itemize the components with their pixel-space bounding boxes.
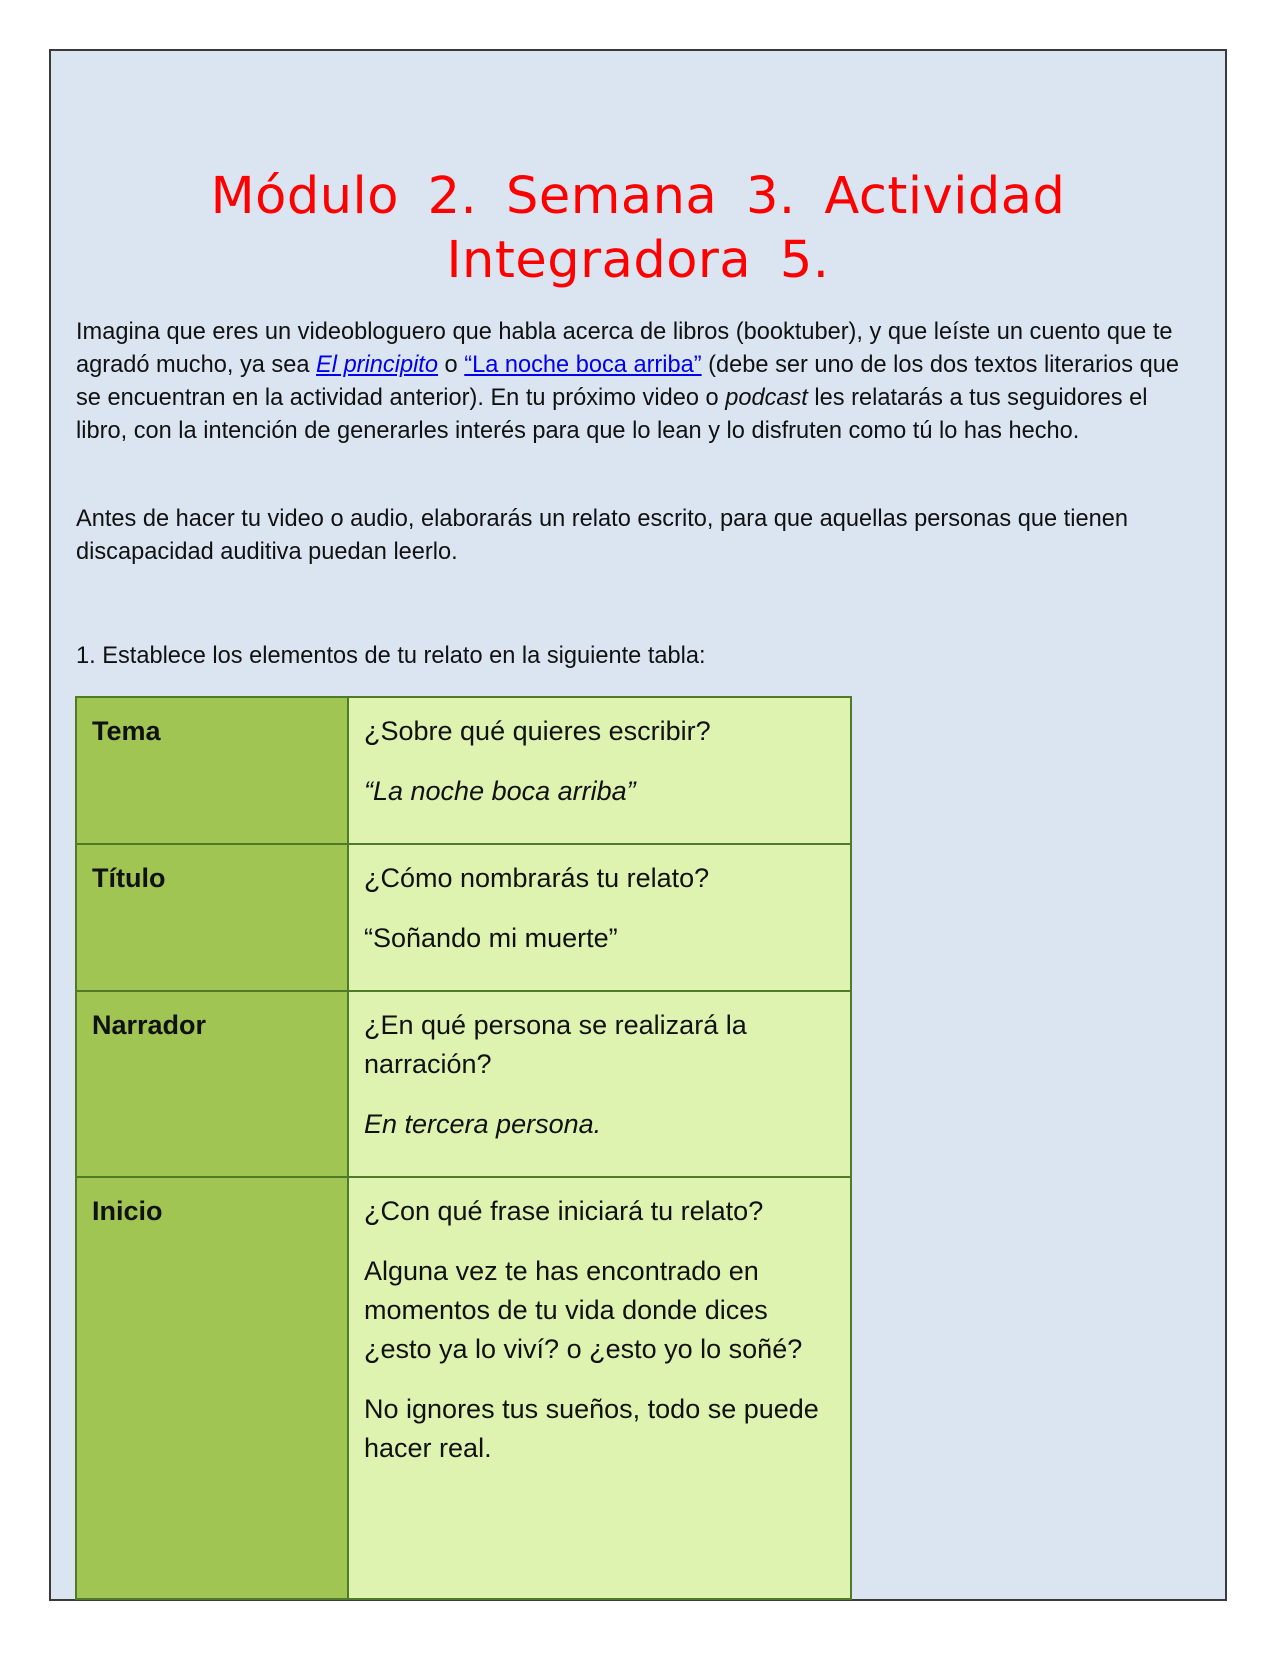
row-question: ¿Con qué frase iniciará tu relato? <box>364 1196 764 1226</box>
table-row-tema <box>76 697 851 844</box>
page-title: Módulo 2. Semana 3. Actividad Integradora 5. <box>210 167 1066 290</box>
document-page <box>49 49 1227 1601</box>
row-label: Título <box>76 844 348 991</box>
row-answer: En tercera persona. <box>364 1109 602 1139</box>
intro-text-4: les relatarás a tus seguidores el libro, con la intención de generarles interés para que lo lean y lo disfruten como tú lo has hecho. <box>76 385 1148 444</box>
row-answer: No ignores tus sueños, todo se puede hacer real. <box>364 1394 819 1463</box>
intro-podcast: podcast <box>725 385 808 411</box>
table-row-narrador <box>76 991 851 1177</box>
intro-text-2: o <box>438 352 465 378</box>
link-la-noche-boca-arriba[interactable]: “La noche boca arriba” <box>464 352 702 378</box>
row-answer: Alguna vez te has encontrado en momentos de tu vida donde dices ¿esto ya lo viví? o ¿esto yo lo soñé? <box>364 1256 803 1364</box>
second-paragraph: Antes de hacer tu video o audio, elaborarás un relato escrito, para que aquellas personas que tienen discapacidad auditiva puedan leerlo. <box>76 506 1128 565</box>
intro-text-1: Imagina que eres un videobloguero que habla acerca de libros (booktuber), y que leíste un cuento que te agradó mucho, ya sea <box>76 319 1173 378</box>
intro-text-3: (debe ser uno de los dos textos literarios que se encuentran en la actividad anterior). En tu próximo video o <box>76 352 1180 411</box>
row-label: Inicio <box>76 1177 348 1599</box>
row-content <box>348 844 851 991</box>
relato-table <box>75 696 852 1600</box>
row-content <box>348 991 851 1177</box>
row-content <box>348 697 851 844</box>
table-row-titulo <box>76 844 851 991</box>
row-question: ¿Sobre qué quieres escribir? <box>364 716 711 746</box>
row-label: Tema <box>76 697 348 844</box>
row-answer: “Soñando mi muerte” <box>364 923 618 953</box>
table-row-inicio <box>76 1177 851 1599</box>
instruction-paragraph: 1. Establece los elementos de tu relato en la siguiente tabla: <box>76 643 706 669</box>
row-question: ¿En qué persona se realizará la narración? <box>364 1010 747 1079</box>
row-label: Narrador <box>76 991 348 1177</box>
link-el-principito[interactable]: El principito <box>316 352 438 378</box>
row-answer: “La noche boca arriba” <box>364 776 636 806</box>
row-content <box>348 1177 851 1599</box>
intro-paragraph <box>76 316 1204 448</box>
row-question: ¿Cómo nombrarás tu relato? <box>364 863 710 893</box>
